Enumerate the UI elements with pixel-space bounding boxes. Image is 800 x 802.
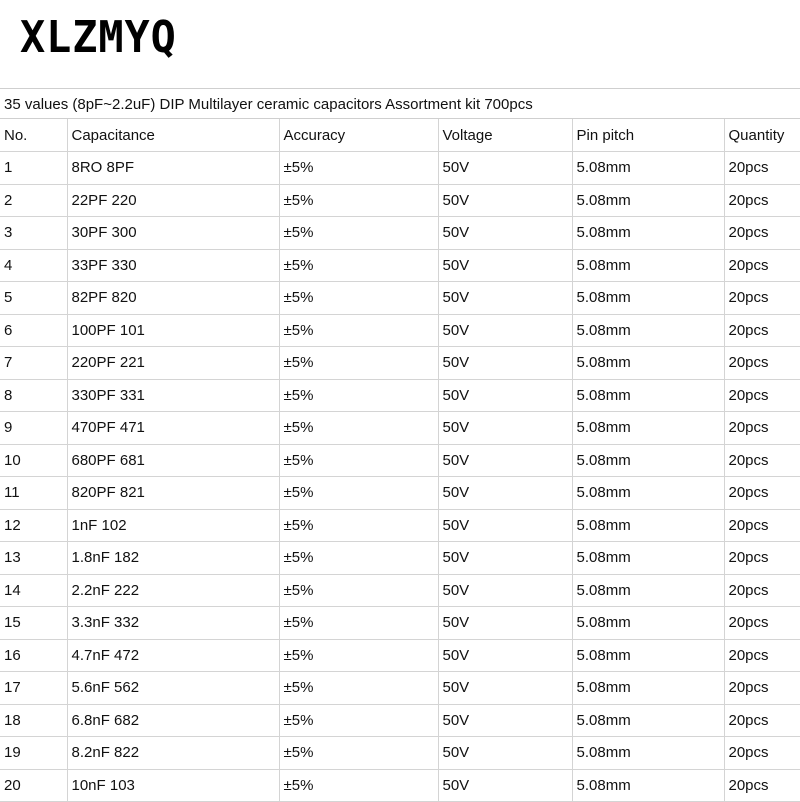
table-row [0,607,800,640]
cell-voltage: 50V [438,217,572,250]
cell-capacitance: 2.2nF 222 [67,574,279,607]
table-row [0,737,800,770]
table-row [0,639,800,672]
cell-voltage: 50V [438,249,572,282]
cell-quantity: 20pcs [724,347,800,380]
cell-quantity: 20pcs [724,574,800,607]
cell-pin-pitch: 5.08mm [572,217,724,250]
cell-accuracy: ±5% [279,639,438,672]
cell-no: 9 [0,412,67,445]
cell-no: 17 [0,672,67,705]
cell-voltage: 50V [438,282,572,315]
cell-capacitance: 82PF 820 [67,282,279,315]
cell-voltage: 50V [438,607,572,640]
table-row [0,542,800,575]
cell-capacitance: 8.2nF 822 [67,737,279,770]
cell-quantity: 20pcs [724,704,800,737]
cell-voltage: 50V [438,379,572,412]
cell-no: 2 [0,184,67,217]
cell-capacitance: 4.7nF 472 [67,639,279,672]
cell-voltage: 50V [438,574,572,607]
cell-no: 15 [0,607,67,640]
cell-pin-pitch: 5.08mm [572,639,724,672]
cell-voltage: 50V [438,542,572,575]
cell-no: 4 [0,249,67,282]
cell-capacitance: 22PF 220 [67,184,279,217]
cell-voltage: 50V [438,704,572,737]
cell-voltage: 50V [438,412,572,445]
cell-quantity: 20pcs [724,379,800,412]
table-row [0,217,800,250]
cell-capacitance: 6.8nF 682 [67,704,279,737]
cell-quantity: 20pcs [724,509,800,542]
table-row [0,509,800,542]
cell-accuracy: ±5% [279,607,438,640]
table-row [0,412,800,445]
cell-capacitance: 330PF 331 [67,379,279,412]
cell-pin-pitch: 5.08mm [572,184,724,217]
cell-pin-pitch: 5.08mm [572,542,724,575]
header-quantity: Quantity [724,119,800,152]
table-row [0,152,800,185]
cell-accuracy: ±5% [279,542,438,575]
cell-no: 5 [0,282,67,315]
cell-capacitance: 220PF 221 [67,347,279,380]
cell-no: 12 [0,509,67,542]
table-row [0,769,800,802]
cell-capacitance: 820PF 821 [67,477,279,510]
table-body [0,152,800,802]
cell-quantity: 20pcs [724,444,800,477]
cell-quantity: 20pcs [724,184,800,217]
cell-quantity: 20pcs [724,412,800,445]
table-row [0,704,800,737]
cell-no: 6 [0,314,67,347]
cell-pin-pitch: 5.08mm [572,249,724,282]
table-row [0,444,800,477]
cell-accuracy: ±5% [279,152,438,185]
cell-no: 3 [0,217,67,250]
cell-voltage: 50V [438,347,572,380]
cell-quantity: 20pcs [724,607,800,640]
cell-no: 20 [0,769,67,802]
cell-pin-pitch: 5.08mm [572,509,724,542]
cell-accuracy: ±5% [279,509,438,542]
spec-table-section [0,88,800,802]
table-row [0,249,800,282]
table-row [0,477,800,510]
table-row [0,282,800,315]
cell-quantity: 20pcs [724,249,800,282]
table-row [0,184,800,217]
cell-capacitance: 680PF 681 [67,444,279,477]
cell-pin-pitch: 5.08mm [572,477,724,510]
header-accuracy: Accuracy [279,119,438,152]
cell-accuracy: ±5% [279,184,438,217]
cell-pin-pitch: 5.08mm [572,412,724,445]
cell-voltage: 50V [438,477,572,510]
cell-no: 13 [0,542,67,575]
cell-pin-pitch: 5.08mm [572,737,724,770]
cell-pin-pitch: 5.08mm [572,769,724,802]
cell-quantity: 20pcs [724,282,800,315]
header-pin-pitch: Pin pitch [572,119,724,152]
cell-quantity: 20pcs [724,217,800,250]
cell-pin-pitch: 5.08mm [572,444,724,477]
cell-accuracy: ±5% [279,574,438,607]
header-capacitance: Capacitance [67,119,279,152]
cell-accuracy: ±5% [279,737,438,770]
cell-accuracy: ±5% [279,249,438,282]
cell-pin-pitch: 5.08mm [572,607,724,640]
brand-logo-text: XLZMYQ [20,12,177,63]
cell-no: 8 [0,379,67,412]
cell-quantity: 20pcs [724,314,800,347]
cell-no: 7 [0,347,67,380]
cell-accuracy: ±5% [279,314,438,347]
cell-capacitance: 8RO 8PF [67,152,279,185]
cell-voltage: 50V [438,184,572,217]
capacitor-spec-table [0,119,800,802]
cell-no: 1 [0,152,67,185]
cell-accuracy: ±5% [279,412,438,445]
cell-accuracy: ±5% [279,347,438,380]
cell-pin-pitch: 5.08mm [572,314,724,347]
cell-accuracy: ±5% [279,477,438,510]
header-no: No. [0,119,67,152]
cell-capacitance: 5.6nF 562 [67,672,279,705]
cell-accuracy: ±5% [279,672,438,705]
cell-pin-pitch: 5.08mm [572,347,724,380]
table-row [0,574,800,607]
cell-no: 14 [0,574,67,607]
cell-quantity: 20pcs [724,639,800,672]
cell-pin-pitch: 5.08mm [572,152,724,185]
header-voltage: Voltage [438,119,572,152]
cell-capacitance: 470PF 471 [67,412,279,445]
cell-pin-pitch: 5.08mm [572,704,724,737]
cell-accuracy: ±5% [279,769,438,802]
cell-accuracy: ±5% [279,444,438,477]
cell-voltage: 50V [438,152,572,185]
table-row [0,379,800,412]
cell-quantity: 20pcs [724,672,800,705]
cell-quantity: 20pcs [724,737,800,770]
table-row [0,314,800,347]
cell-accuracy: ±5% [279,282,438,315]
cell-accuracy: ±5% [279,379,438,412]
cell-capacitance: 10nF 103 [67,769,279,802]
cell-voltage: 50V [438,737,572,770]
cell-quantity: 20pcs [724,477,800,510]
cell-no: 11 [0,477,67,510]
table-header-row [0,119,800,152]
cell-quantity: 20pcs [724,152,800,185]
cell-pin-pitch: 5.08mm [572,282,724,315]
cell-capacitance: 100PF 101 [67,314,279,347]
cell-voltage: 50V [438,444,572,477]
cell-accuracy: ±5% [279,704,438,737]
cell-pin-pitch: 5.08mm [572,672,724,705]
cell-no: 19 [0,737,67,770]
cell-capacitance: 30PF 300 [67,217,279,250]
cell-capacitance: 1nF 102 [67,509,279,542]
cell-pin-pitch: 5.08mm [572,379,724,412]
cell-capacitance: 33PF 330 [67,249,279,282]
cell-accuracy: ±5% [279,217,438,250]
table-caption: 35 values (8pF~2.2uF) DIP Multilayer ceramic capacitors Assortment kit 700pcs [0,88,800,119]
table-row [0,672,800,705]
cell-capacitance: 1.8nF 182 [67,542,279,575]
cell-voltage: 50V [438,314,572,347]
cell-no: 16 [0,639,67,672]
cell-pin-pitch: 5.08mm [572,574,724,607]
table-row [0,347,800,380]
cell-voltage: 50V [438,639,572,672]
cell-voltage: 50V [438,672,572,705]
cell-capacitance: 3.3nF 332 [67,607,279,640]
cell-no: 10 [0,444,67,477]
cell-quantity: 20pcs [724,769,800,802]
cell-voltage: 50V [438,769,572,802]
cell-quantity: 20pcs [724,542,800,575]
cell-no: 18 [0,704,67,737]
cell-voltage: 50V [438,509,572,542]
